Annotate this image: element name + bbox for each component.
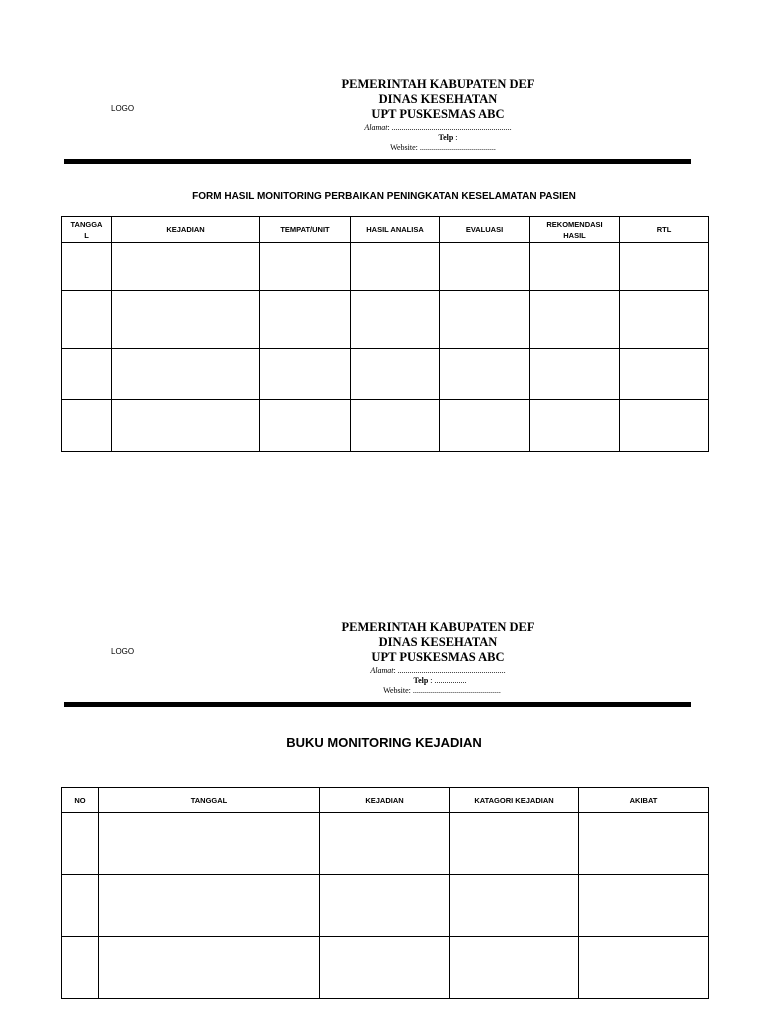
- address-block-1: [288, 123, 588, 153]
- table-cell[interactable]: [62, 291, 112, 349]
- table-cell[interactable]: [62, 349, 112, 400]
- table-row: [62, 243, 709, 291]
- table-cell[interactable]: [579, 875, 709, 937]
- col-header-akibat: AKIBAT: [579, 788, 709, 813]
- table-cell[interactable]: [351, 291, 440, 349]
- table-cell[interactable]: [62, 937, 99, 999]
- col-header-katagori-kejadian: KATAGORI KEJADIAN: [450, 788, 579, 813]
- header-line-government: PEMERINTAH KABUPATEN DEF: [341, 77, 535, 91]
- table-cell[interactable]: [351, 349, 440, 400]
- table-cell[interactable]: [320, 875, 450, 937]
- header-line-clinic: UPT PUSKESMAS ABC: [371, 107, 505, 121]
- table-cell[interactable]: [579, 937, 709, 999]
- table-cell[interactable]: [440, 291, 530, 349]
- address-block-2: [288, 666, 588, 696]
- col-header-tempat-unit: TEMPAT/UNIT: [260, 217, 351, 243]
- table-cell[interactable]: [99, 813, 320, 875]
- table-cell[interactable]: [99, 937, 320, 999]
- table-cell[interactable]: [320, 813, 450, 875]
- table-cell[interactable]: [450, 813, 579, 875]
- table-row: [62, 400, 709, 452]
- phone-line: Telp : ................: [413, 676, 467, 685]
- table-cell[interactable]: [112, 400, 260, 452]
- table-cell[interactable]: [320, 937, 450, 999]
- website-line: Website: ............................................: [383, 686, 501, 695]
- col-header-rekomendasi-hasil: REKOMENDASI HASIL: [530, 217, 620, 243]
- table-row: [62, 291, 709, 349]
- table-cell[interactable]: [62, 875, 99, 937]
- table-cell[interactable]: [112, 243, 260, 291]
- table-cell[interactable]: [530, 243, 620, 291]
- table-cell[interactable]: [351, 243, 440, 291]
- table-cell[interactable]: [530, 349, 620, 400]
- table-cell[interactable]: [99, 875, 320, 937]
- table-cell[interactable]: [112, 291, 260, 349]
- table-cell[interactable]: [260, 291, 351, 349]
- table-cell[interactable]: [620, 349, 709, 400]
- table-cell[interactable]: [440, 400, 530, 452]
- table-cell[interactable]: [62, 400, 112, 452]
- logo-placeholder: LOGO: [111, 104, 135, 113]
- table-cell[interactable]: [440, 349, 530, 400]
- org-header-1: [288, 77, 588, 122]
- header-divider-2: [64, 702, 691, 707]
- address-line: Alamat: ............................................................: [364, 123, 512, 132]
- table-cell[interactable]: [450, 875, 579, 937]
- monitoring-table-1: [61, 216, 709, 452]
- table-cell[interactable]: [62, 243, 112, 291]
- table-cell[interactable]: [260, 400, 351, 452]
- header-divider-1: [64, 159, 691, 164]
- col-header-no: NO: [62, 788, 99, 813]
- table-cell[interactable]: [620, 400, 709, 452]
- address-line: Alamat: ......................................................: [370, 666, 506, 675]
- col-header-evaluasi: EVALUASI: [440, 217, 530, 243]
- monitoring-table-2: [61, 787, 709, 999]
- form-title-2: BUKU MONITORING KEJADIAN: [286, 735, 482, 750]
- table-cell[interactable]: [579, 813, 709, 875]
- table-cell[interactable]: [440, 243, 530, 291]
- col-header-rtl: RTL: [620, 217, 709, 243]
- org-header-2: [288, 620, 588, 665]
- logo-placeholder: LOGO: [111, 647, 135, 656]
- table-cell[interactable]: [530, 291, 620, 349]
- table-cell[interactable]: [112, 349, 260, 400]
- col-header-kejadian: KEJADIAN: [320, 788, 450, 813]
- phone-line: Telp :: [438, 133, 458, 142]
- table-row: [62, 937, 709, 999]
- table-cell[interactable]: [351, 400, 440, 452]
- form-title-1: FORM HASIL MONITORING PERBAIKAN PENINGKATAN KESELAMATAN PASIEN: [192, 191, 576, 202]
- table-row: [62, 875, 709, 937]
- table-cell[interactable]: [620, 291, 709, 349]
- header-line-agency: DINAS KESEHATAN: [378, 635, 498, 649]
- website-line: Website: ......................................: [390, 143, 496, 152]
- table-row: [62, 813, 709, 875]
- table-cell[interactable]: [450, 937, 579, 999]
- table-header-row: [62, 217, 709, 243]
- col-header-hasil-analisa: HASIL ANALISA: [351, 217, 440, 243]
- table-cell[interactable]: [62, 813, 99, 875]
- table-row: [62, 349, 709, 400]
- col-header-tanggal: TANGGA L: [62, 217, 112, 243]
- table-cell[interactable]: [260, 349, 351, 400]
- col-header-tanggal: TANGGAL: [99, 788, 320, 813]
- table-header-row: [62, 788, 709, 813]
- header-line-clinic: UPT PUSKESMAS ABC: [371, 650, 505, 664]
- table-cell[interactable]: [260, 243, 351, 291]
- table-cell[interactable]: [530, 400, 620, 452]
- header-line-government: PEMERINTAH KABUPATEN DEF: [341, 620, 535, 634]
- header-line-agency: DINAS KESEHATAN: [378, 92, 498, 106]
- col-header-kejadian: KEJADIAN: [112, 217, 260, 243]
- table-cell[interactable]: [620, 243, 709, 291]
